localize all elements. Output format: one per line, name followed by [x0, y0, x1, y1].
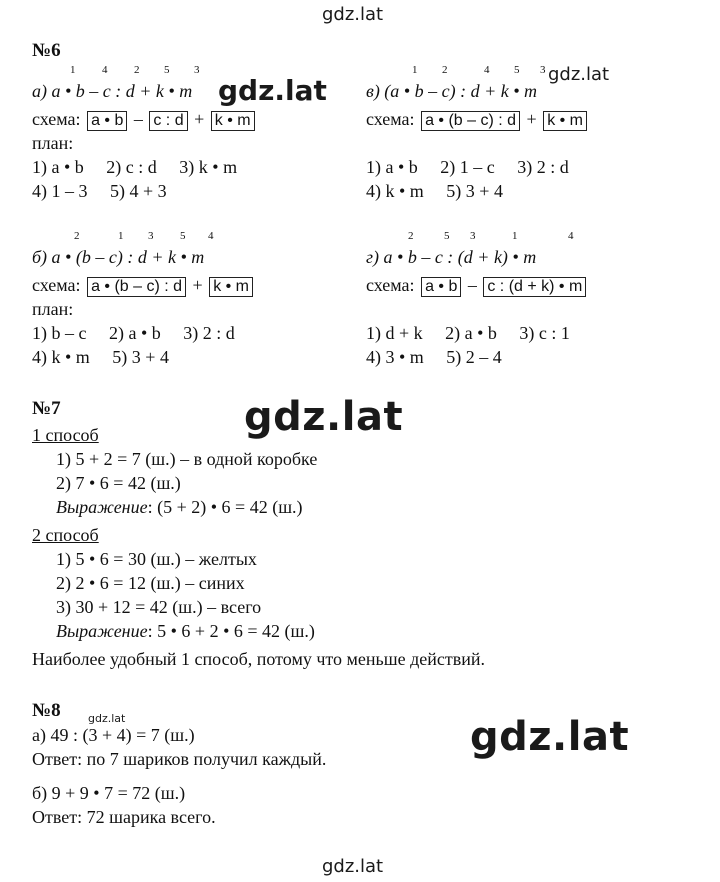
solution-line: 2) 2 • 6 = 12 (ш.) – синих — [56, 573, 245, 593]
order-num: 1 — [70, 64, 76, 76]
scheme-label: схема: — [366, 275, 415, 295]
order-num: 5 — [444, 230, 450, 242]
way1-expression — [56, 496, 303, 518]
scheme-box: a • (b – c) : d — [87, 277, 186, 297]
task6a-scheme — [32, 108, 257, 131]
task6-header: №6 — [32, 40, 61, 61]
order-num: 2 — [442, 64, 448, 76]
expression-value: : (5 + 2) • 6 = 42 (ш.) — [147, 497, 303, 517]
order-num: 1 — [412, 64, 418, 76]
scheme-label: схема: — [32, 109, 81, 129]
scheme-box: a • b — [87, 111, 127, 131]
watermark-8-small: gdz.lat — [88, 712, 126, 725]
plan-line: 1) a • b 2) c : d 3) k • m — [32, 157, 238, 177]
watermark-bottom: gdz.lat — [322, 856, 384, 877]
scheme-box: k • m — [543, 111, 587, 131]
solution-line: 1) 5 • 6 = 30 (ш.) – желтых — [56, 549, 257, 569]
task6b-scheme — [32, 274, 255, 297]
task6v-expression: в) (a • b – c) : d + k • m — [366, 81, 538, 101]
plan-label: план: — [32, 133, 74, 153]
expression-label: Выражение — [56, 497, 148, 517]
order-num: 1 — [118, 230, 124, 242]
order-num: 3 — [148, 230, 154, 242]
task7-header: №7 — [32, 398, 61, 419]
scheme-box: c : (d + k) • m — [483, 277, 586, 297]
task7-conclusion: Наиболее удобный 1 способ, потому что меньше действий. — [32, 649, 485, 669]
order-num: 2 — [408, 230, 414, 242]
way2-expression — [56, 620, 315, 642]
order-num: 4 — [568, 230, 574, 242]
task8a-line: а) 49 : (3 + 4) = 7 (ш.) — [32, 725, 195, 745]
watermark-6a: gdz.lat — [218, 74, 327, 107]
watermark-8-big: gdz.lat — [470, 714, 630, 760]
order-num: 4 — [484, 64, 490, 76]
plan-line: 1) a • b 2) 1 – c 3) 2 : d — [366, 157, 569, 177]
scheme-label: схема: — [366, 109, 415, 129]
scheme-op: – — [467, 275, 477, 295]
expression-label: Выражение — [56, 621, 148, 641]
scheme-op: + — [526, 109, 537, 129]
plan-label: план: — [32, 299, 74, 319]
scheme-op: – — [133, 109, 143, 129]
way2-title: 2 способ — [32, 525, 99, 545]
order-num: 5 — [180, 230, 186, 242]
task8-header: №8 — [32, 700, 61, 721]
order-num: 5 — [164, 64, 170, 76]
order-num: 4 — [102, 64, 108, 76]
plan-line: 4) k • m 5) 3 + 4 — [366, 181, 503, 201]
solution-line: 3) 30 + 12 = 42 (ш.) – всего — [56, 597, 262, 617]
plan-line: 4) 1 – 3 5) 4 + 3 — [32, 181, 167, 201]
plan-line: 1) b – c 2) a • b 3) 2 : d — [32, 323, 235, 343]
scheme-box: k • m — [209, 277, 253, 297]
order-num: 2 — [134, 64, 140, 76]
way1-title: 1 способ — [32, 425, 99, 445]
task6b-expression: б) a • (b – c) : d + k • m — [32, 247, 205, 267]
scheme-box: a • (b – c) : d — [421, 111, 520, 131]
order-num: 5 — [514, 64, 520, 76]
task8a-answer: Ответ: по 7 шариков получил каждый. — [32, 749, 327, 769]
scheme-op: + — [194, 109, 205, 129]
watermark-6v: gdz.lat — [548, 64, 610, 85]
order-num: 2 — [74, 230, 80, 242]
task8b-line: б) 9 + 9 • 7 = 72 (ш.) — [32, 783, 186, 803]
scheme-box: a • b — [421, 277, 461, 297]
scheme-box: c : d — [149, 111, 187, 131]
watermark-top: gdz.lat — [322, 4, 384, 25]
order-num: 3 — [470, 230, 476, 242]
task8b-answer: Ответ: 72 шарика всего. — [32, 807, 216, 827]
expression-value: : 5 • 6 + 2 • 6 = 42 (ш.) — [147, 621, 315, 641]
plan-line: 4) k • m 5) 3 + 4 — [32, 347, 169, 367]
task6a-expression: а) a • b – c : d + k • m — [32, 81, 193, 101]
scheme-box: k • m — [211, 111, 255, 131]
scheme-op: + — [192, 275, 203, 295]
order-num: 3 — [194, 64, 200, 76]
plan-line: 1) d + k 2) a • b 3) c : 1 — [366, 323, 570, 343]
task6v-scheme — [366, 108, 589, 131]
task6g-expression: г) a • b – c : (d + k) • m — [366, 247, 537, 267]
order-num: 1 — [512, 230, 518, 242]
task6g-scheme — [366, 274, 588, 297]
watermark-7: gdz.lat — [244, 394, 404, 440]
order-num: 4 — [208, 230, 214, 242]
scheme-label: схема: — [32, 275, 81, 295]
order-num: 3 — [540, 64, 546, 76]
solution-line: 1) 5 + 2 = 7 (ш.) – в одной коробке — [56, 449, 318, 469]
solution-line: 2) 7 • 6 = 42 (ш.) — [56, 473, 181, 493]
plan-line: 4) 3 • m 5) 2 – 4 — [366, 347, 502, 367]
